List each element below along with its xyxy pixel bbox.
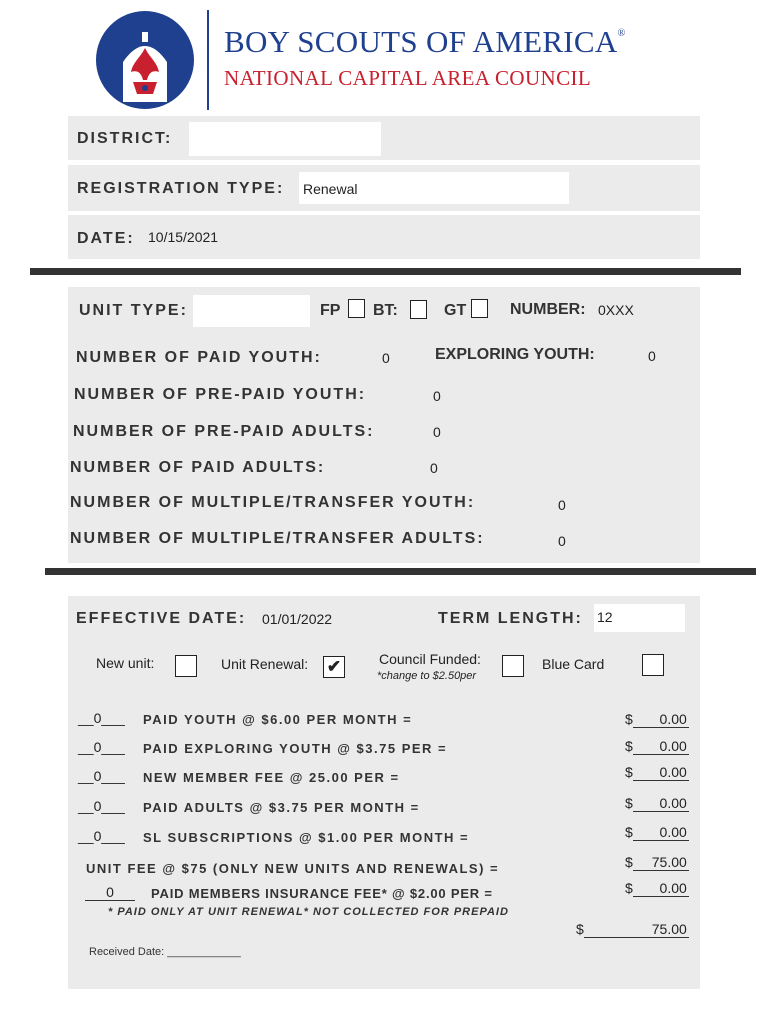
fee-label-new-member: NEW MEMBER FEE @ 25.00 PER =	[143, 770, 400, 785]
unit-type-label: UNIT TYPE:	[79, 302, 188, 319]
council-funded-checkbox[interactable]	[502, 655, 524, 677]
bsa-logo	[95, 10, 195, 110]
registration-type-field[interactable]	[299, 172, 569, 204]
insurance-label: PAID MEMBERS INSURANCE FEE* @ $2.00 PER =	[151, 886, 493, 901]
unit-renewal-label: Unit Renewal:	[221, 656, 309, 672]
council-funded-label: Council Funded:	[379, 651, 481, 667]
new-unit-checkbox[interactable]	[175, 655, 197, 677]
term-length-field[interactable]	[594, 604, 685, 632]
date-label: DATE:	[77, 230, 135, 247]
transfer-adults-label: NUMBER OF MULTIPLE/TRANSFER ADULTS:	[70, 530, 485, 547]
insurance-note: * PAID ONLY AT UNIT RENEWAL* NOT COLLECTED FOR PREPAID	[108, 906, 509, 918]
gt-label: GT	[444, 302, 467, 319]
paid-adults-label: NUMBER OF PAID ADULTS:	[70, 459, 326, 476]
fee-label-paid-youth: PAID YOUTH @ $6.00 PER MONTH =	[143, 712, 413, 727]
unit-renewal-checkbox[interactable]	[323, 656, 345, 678]
term-length-value: 12	[597, 609, 613, 625]
gt-checkbox[interactable]	[471, 299, 488, 318]
paid-adults-value[interactable]: 0	[430, 460, 438, 476]
district-field[interactable]	[189, 122, 381, 156]
blue-card-label: Blue Card	[542, 656, 605, 672]
fee-label-sl-subscriptions: SL SUBSCRIPTIONS @ $1.00 PER MONTH =	[143, 830, 470, 845]
prepaid-adults-value[interactable]: 0	[433, 424, 441, 440]
received-date: Received Date: ____________	[89, 946, 241, 958]
org-title: BOY SCOUTS OF AMERICA®	[224, 24, 626, 59]
fee-qty-exploring-youth[interactable]: __0___	[78, 739, 125, 755]
paid-youth-label: NUMBER OF PAID YOUTH:	[76, 349, 322, 366]
section-divider-1	[30, 268, 741, 275]
check-icon: ✔	[326, 657, 342, 676]
fee-label-paid-adults: PAID ADULTS @ $3.75 PER MONTH =	[143, 800, 420, 815]
number-label: NUMBER:	[510, 301, 586, 318]
prepaid-youth-value[interactable]: 0	[433, 388, 441, 404]
effective-date-label: EFFECTIVE DATE:	[76, 610, 247, 627]
transfer-youth-label: NUMBER OF MULTIPLE/TRANSFER YOUTH:	[70, 494, 476, 511]
insurance-qty[interactable]: 0	[85, 884, 135, 901]
unit-fee-label: UNIT FEE @ $75 (ONLY NEW UNITS AND RENEWALS) =	[86, 861, 500, 876]
fee-label-exploring-youth: PAID EXPLORING YOUTH @ $3.75 PER =	[143, 741, 448, 756]
fee-amount-exploring-youth[interactable]: $ 0.00	[625, 738, 687, 754]
exploring-youth-label: EXPLORING YOUTH:	[435, 346, 595, 363]
bt-checkbox[interactable]	[410, 300, 427, 319]
prepaid-adults-label: NUMBER OF PRE-PAID ADULTS:	[73, 423, 375, 440]
effective-date-value[interactable]: 01/01/2022	[262, 611, 333, 627]
blue-card-checkbox[interactable]	[642, 654, 664, 676]
term-length-label: TERM LENGTH:	[438, 610, 583, 627]
unit-fee-amount[interactable]: $ 75.00	[625, 854, 687, 870]
bt-label: BT:	[373, 302, 398, 319]
council-funded-note: *change to $2.50per	[377, 670, 477, 682]
exploring-youth-value[interactable]: 0	[648, 348, 656, 364]
fee-amount-paid-adults[interactable]: $ 0.00	[625, 795, 687, 811]
fp-checkbox[interactable]	[348, 299, 365, 318]
new-unit-label: New unit:	[96, 655, 155, 671]
date-value[interactable]: 10/15/2021	[148, 229, 219, 245]
section-divider-2	[45, 568, 756, 575]
prepaid-youth-label: NUMBER OF PRE-PAID YOUTH:	[74, 386, 367, 403]
paid-youth-value[interactable]: 0	[382, 350, 390, 366]
fp-label: FP	[320, 302, 341, 319]
insurance-amount[interactable]: $ 0.00	[625, 880, 687, 896]
fee-qty-new-member[interactable]: __0___	[78, 768, 125, 784]
fee-amount-new-member[interactable]: $ 0.00	[625, 764, 687, 780]
council-name: NATIONAL CAPITAL AREA COUNCIL	[224, 66, 592, 90]
transfer-adults-value[interactable]: 0	[558, 533, 566, 549]
registration-type-label: REGISTRATION TYPE:	[77, 180, 285, 197]
transfer-youth-value[interactable]: 0	[558, 497, 566, 513]
fee-qty-paid-youth[interactable]: __0___	[78, 710, 125, 726]
fee-qty-sl-subscriptions[interactable]: __0___	[78, 828, 125, 844]
header-divider	[207, 10, 209, 110]
unit-type-field[interactable]	[193, 295, 310, 327]
fee-amount-paid-youth[interactable]: $ 0.00	[625, 711, 687, 727]
fee-qty-paid-adults[interactable]: __0___	[78, 798, 125, 814]
number-value[interactable]: 0XXX	[598, 302, 634, 318]
total-amount[interactable]: $ 75.00	[576, 921, 687, 937]
fee-amount-sl-subscriptions[interactable]: $ 0.00	[625, 824, 687, 840]
registration-type-value: Renewal	[303, 181, 358, 197]
district-label: DISTRICT:	[77, 130, 173, 147]
